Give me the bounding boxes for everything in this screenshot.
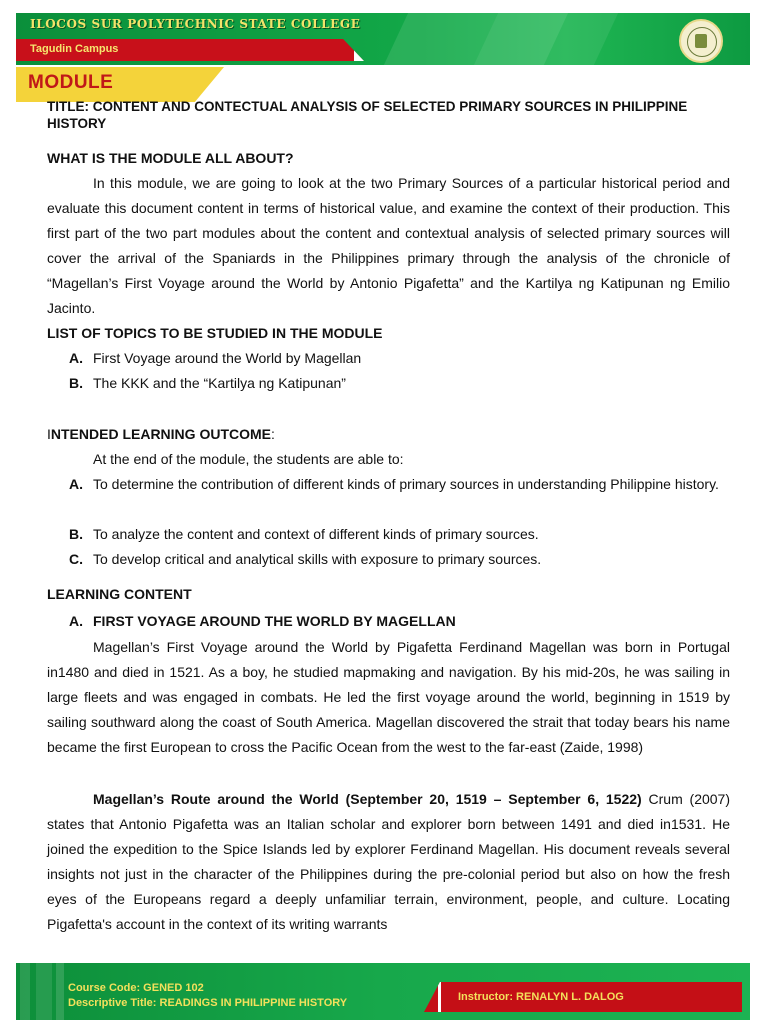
list-marker: B.	[69, 526, 83, 542]
list-marker: C.	[69, 551, 83, 567]
list-marker: A.	[69, 350, 83, 366]
college-seal-icon	[679, 19, 723, 63]
outcome-heading	[47, 422, 730, 447]
descriptive-title: Descriptive Title: READINGS IN PHILIPPINE HISTORY	[68, 997, 348, 1009]
topics-heading: LIST OF TOPICS TO BE STUDIED IN THE MODULE	[47, 325, 383, 341]
campus-name: Tagudin Campus	[30, 43, 119, 55]
list-text: The KKK and the “Kartilya ng Katipunan”	[93, 375, 346, 391]
list-text: First Voyage around the World by Magellan	[93, 350, 362, 366]
footer-banner	[16, 963, 750, 1020]
school-name: ILOCOS SUR POLYTECHNIC STATE COLLEGE	[30, 17, 361, 31]
outcome-heading-initial: I	[47, 426, 51, 442]
about-heading: WHAT IS THE MODULE ALL ABOUT?	[47, 150, 294, 166]
module-label: MODULE	[28, 72, 114, 93]
subheading-text: FIRST VOYAGE AROUND THE WORLD BY MAGELLAN	[93, 613, 456, 629]
content-paragraph	[47, 787, 730, 937]
list-marker: B.	[69, 375, 83, 391]
list-text: To determine the contribution of different kinds of primary sources in understanding Philippine history.	[93, 476, 719, 492]
outcome-intro: At the end of the module, the students are able to:	[93, 451, 404, 467]
route-text: Crum (2007) states that Antonio Pigafetta was an Italian scholar and explorer born between 1491 and died in1531. He joined the expedition to the Spice Islands led by explorer Ferdinand Magellan. His document reveals several insights not just in the character of the Philippines during the pre-colonial period but also on how the fresh eyes of the Europeans regard a deeply unfamiliar terrain, environment, people, and culture. Locating Pigafetta's account in the context of its writing warrants	[47, 791, 731, 932]
list-marker: A.	[69, 476, 83, 492]
about-paragraph: In this module, we are going to look at the two Primary Sources of a particular historical period and evaluate this document content in terms of historical value, and examine the context of their production. This first part of the two part modules about the content and contextual analysis of selected primary sources will cover the arrival of the Spaniards in the Philippines primary through the analysis of the chronicle of “Magellan’s First Voyage around the World by Antonio Pigafetta” and the Kartilya ng Katipunan ng Emilio Jacinto.	[47, 175, 730, 316]
module-title: TITLE: CONTENT AND CONTECTUAL ANALYSIS OF SELECTED PRIMARY SOURCES IN PHILIPPINE HISTORY	[47, 99, 688, 131]
header-banner	[16, 13, 750, 65]
route-heading: Magellan’s Route around the World (September 20, 1519 – September 6, 1522)	[93, 791, 642, 807]
list-marker: A.	[69, 613, 83, 629]
list-text: To analyze the content and context of different kinds of primary sources.	[93, 526, 539, 542]
instructor-name: Instructor: RENALYN L. DALOG	[458, 991, 624, 1003]
list-text: To develop critical and analytical skills with exposure to primary sources.	[93, 551, 542, 567]
course-info	[68, 981, 347, 1011]
outcome-heading-text: NTENDED LEARNING OUTCOME	[50, 426, 272, 442]
content-paragraph: Magellan’s First Voyage around the World by Pigafetta Ferdinand Magellan was born in Portugal in1480 and died in 1521. As a boy, he studied mapmaking and navigation. By his mid-20s, he was sailing in large fleets and was engaged in combats. He led the first voyage around the world, beginning in 1519 by sailing southward along the coast of South America. Magellan discovered the strait that today bears his name became the first European to cross the Pacific Ocean from the west to the far-east (Zaide, 1998)	[47, 639, 730, 755]
course-code: Course Code: GENED 102	[68, 982, 204, 994]
outcome-heading-colon: :	[271, 426, 275, 442]
content-heading: LEARNING CONTENT	[47, 586, 192, 602]
